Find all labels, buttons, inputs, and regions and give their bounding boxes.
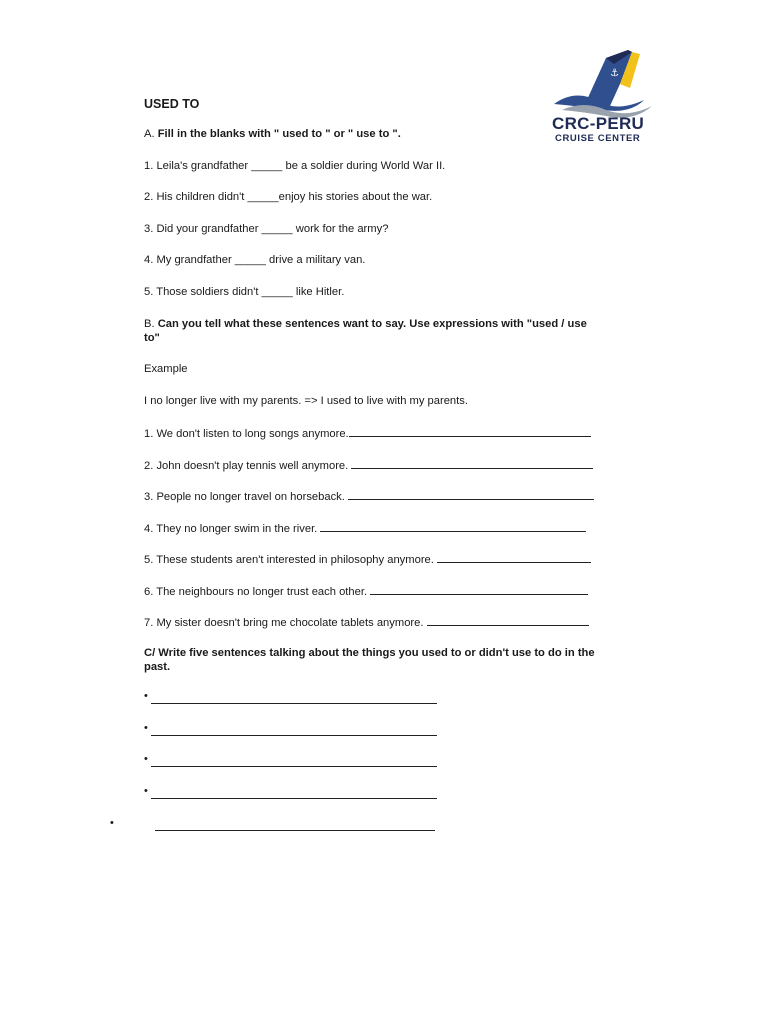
answer-line[interactable] — [437, 551, 591, 563]
answer-line[interactable] — [151, 735, 437, 736]
answer-line[interactable] — [427, 614, 589, 626]
item-text: 7. My sister doesn't bring me chocolate tablets anymore. — [144, 617, 427, 629]
answer-line[interactable] — [151, 703, 437, 704]
exercise-a-item-1 — [144, 159, 445, 173]
section-c-instruction-line2: past. — [144, 661, 171, 673]
blank-field[interactable]: _____ — [261, 223, 293, 235]
answer-line[interactable] — [320, 520, 586, 532]
item-text: 1. We don't listen to long songs anymore. — [144, 428, 349, 440]
bullet-icon: • — [144, 690, 148, 702]
exercise-b-item-2 — [144, 457, 593, 473]
item-text: be a soldier during World War II. — [282, 160, 446, 172]
exercise-b-item-6 — [144, 583, 588, 599]
section-b-prefix: B. — [144, 318, 158, 330]
logo-name: CRC-PERU — [552, 114, 645, 133]
answer-line[interactable] — [351, 457, 593, 469]
exercise-a-item-4 — [144, 253, 365, 267]
logo-subtitle: CRUISE CENTER — [555, 133, 641, 144]
page-title: USED TO — [144, 97, 200, 111]
item-text: 4. My grandfather — [144, 254, 235, 266]
item-text: work for the army? — [292, 223, 389, 235]
svg-text:⚓: ⚓ — [610, 68, 619, 79]
exercise-a-item-3 — [144, 222, 388, 236]
bullet-icon: • — [144, 722, 148, 734]
section-b-instruction-line2: to" — [144, 332, 160, 344]
exercise-b-item-3 — [144, 488, 594, 504]
item-text: 6. The neighbours no longer trust each other. — [144, 586, 371, 598]
exercise-a-item-2 — [144, 190, 432, 204]
blank-field[interactable]: _____ — [251, 160, 283, 172]
item-text: 3. Did your grandfather — [144, 223, 262, 235]
item-text: like Hitler. — [292, 286, 345, 298]
item-text: drive a military van. — [265, 254, 366, 266]
answer-line[interactable] — [155, 830, 435, 831]
answer-line[interactable] — [151, 798, 437, 799]
exercise-b-item-1 — [144, 425, 591, 441]
bullet-icon: • — [110, 817, 114, 829]
item-text: 3. People no longer travel on horseback. — [144, 491, 348, 503]
item-text: 5. Those soldiers didn't — [144, 286, 262, 298]
blank-field[interactable]: _____ — [261, 286, 293, 298]
answer-line[interactable] — [151, 766, 437, 767]
example-label: Example — [144, 363, 188, 375]
item-text: 1. Leila's grandfather — [144, 160, 252, 172]
item-text: enjoy his stories about the war. — [278, 191, 433, 203]
item-text: 5. These students aren't interested in philosophy anymore. — [144, 554, 437, 566]
item-text: 4. They no longer swim in the river. — [144, 523, 321, 535]
section-a-instruction: Fill in the blanks with " used to " or " use to ". — [157, 128, 401, 140]
section-b-heading — [144, 317, 587, 331]
answer-line[interactable] — [349, 425, 591, 437]
blank-field[interactable]: _____ — [247, 191, 279, 203]
example-text: I no longer live with my parents. => I used to live with my parents. — [144, 395, 468, 407]
section-a-prefix: A. — [144, 128, 158, 140]
section-b-instruction-line1: Can you tell what these sentences want to say. Use expressions with "used / use — [157, 318, 587, 330]
bullet-icon: • — [144, 785, 148, 797]
exercise-b-item-5 — [144, 551, 591, 567]
exercise-b-item-4 — [144, 520, 586, 536]
section-a-heading — [144, 127, 401, 141]
answer-line[interactable] — [348, 488, 594, 500]
exercise-a-item-5 — [144, 285, 344, 299]
section-c-instruction-line1: C/ Write five sentences talking about the things you used to or didn't use to do in the — [144, 647, 595, 659]
item-text: 2. John doesn't play tennis well anymore. — [144, 460, 352, 472]
answer-line[interactable] — [370, 583, 588, 595]
exercise-b-item-7 — [144, 614, 589, 630]
bullet-icon: • — [144, 753, 148, 765]
item-text: 2. His children didn't — [144, 191, 248, 203]
blank-field[interactable]: _____ — [234, 254, 266, 266]
